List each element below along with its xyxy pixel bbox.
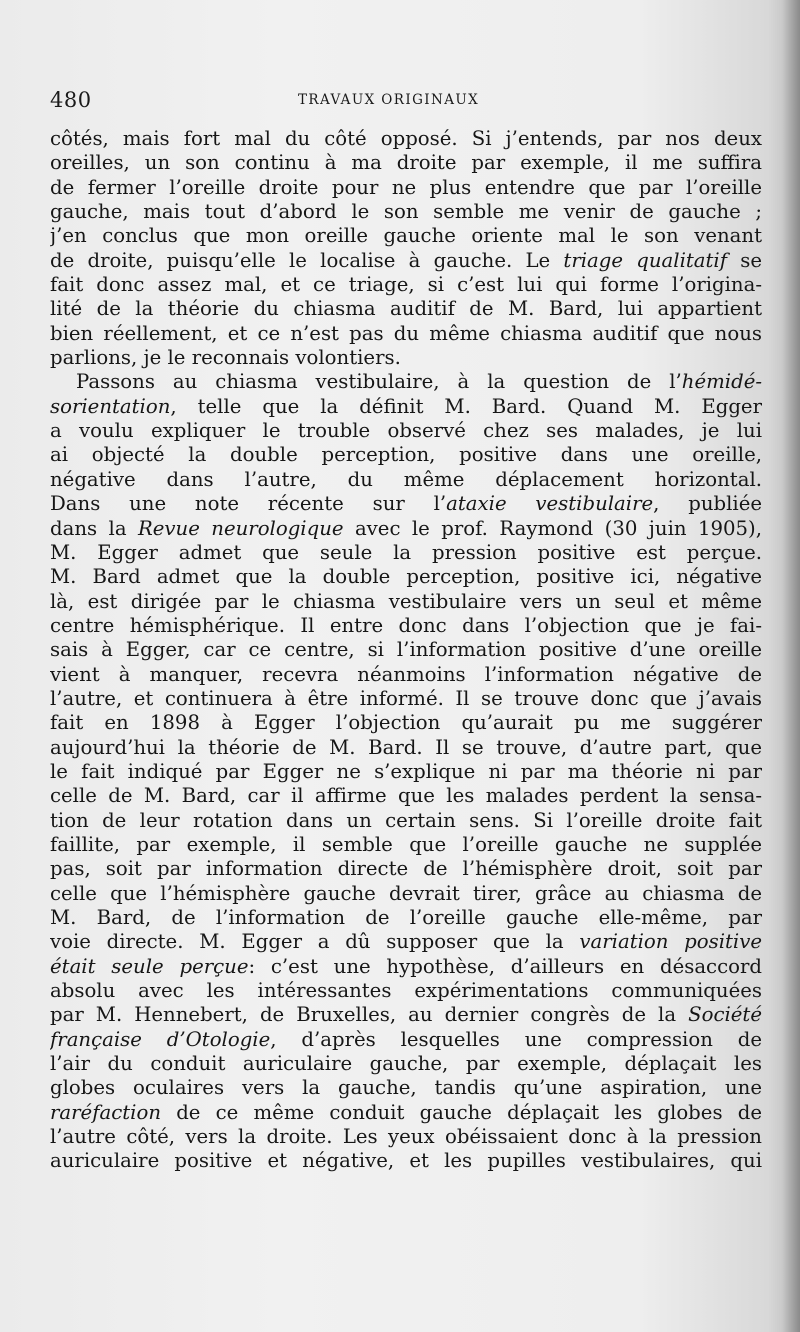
text-segment: parlions, je le reconnais volontiers. bbox=[50, 346, 401, 370]
text-line bbox=[50, 760, 762, 784]
italic-text: variation positive bbox=[579, 930, 762, 954]
text-segment: a voulu expliquer le trouble observé chez ses malades, je lui bbox=[50, 419, 762, 443]
italic-text: raréfaction bbox=[50, 1100, 162, 1124]
text-segment: de ce même conduit gauche déplaçait les globes de bbox=[161, 1100, 762, 1124]
text-segment: lité de la théorie du chiasma auditif de M. Bard, lui appartient bbox=[50, 297, 762, 321]
text-segment: globes oculaires vers la gauche, tandis qu’une aspiration, une bbox=[50, 1076, 762, 1100]
italic-text: était seule perçue bbox=[50, 954, 249, 978]
text-segment: , publiée bbox=[653, 492, 762, 516]
text-segment: voie directe. M. Egger a dû supposer que la bbox=[50, 930, 580, 954]
text-segment: celle de M. Bard, car il affirme que les malades perdent la sensa- bbox=[50, 784, 762, 808]
running-head bbox=[50, 88, 760, 116]
italic-text: ataxie vestibulaire bbox=[446, 492, 654, 516]
italic-text: sorientation bbox=[50, 394, 171, 418]
text-line bbox=[50, 882, 762, 906]
text-segment: centre hémisphérique. Il entre donc dans l’objection que je fai- bbox=[50, 613, 762, 637]
text-segment: sais à Egger, car ce centre, si l’information positive d’une oreille bbox=[50, 638, 762, 662]
text-segment: de fermer l’oreille droite pour ne plus entendre que par l’oreille bbox=[50, 175, 762, 199]
text-line bbox=[50, 1149, 762, 1173]
text-line bbox=[50, 955, 762, 979]
italic-text: triage qualitatif bbox=[563, 248, 728, 272]
text-segment: M. Bard, de l’information de l’oreille gauche elle-même, par bbox=[50, 906, 762, 929]
text-line bbox=[50, 833, 762, 857]
text-line bbox=[50, 857, 762, 881]
text-segment: par M. Hennebert, de Bruxelles, au dernier congrès de la bbox=[50, 1003, 689, 1027]
text-line bbox=[50, 346, 762, 370]
text-segment: oreilles, un son continu à ma droite par exemple, il me suffira bbox=[50, 151, 762, 175]
text-segment: vient à manquer, recevra néanmoins l’information négative de bbox=[50, 662, 762, 686]
text-line bbox=[50, 517, 762, 541]
text-line bbox=[50, 663, 762, 687]
body-text bbox=[50, 127, 762, 1307]
text-line bbox=[50, 638, 762, 662]
text-segment: gauche, mais tout d’abord le son semble me venir de gauche ; bbox=[50, 200, 762, 224]
text-line bbox=[50, 736, 762, 760]
text-line bbox=[50, 930, 762, 954]
text-line bbox=[50, 565, 762, 589]
page-number: 480 bbox=[50, 88, 92, 112]
text-segment: l’air du conduit auriculaire gauche, par exemple, déplaçait les bbox=[50, 1052, 762, 1076]
text-line bbox=[50, 127, 762, 151]
text-segment: l’autre, et continuera à être informé. Il se trouve donc que j’avais bbox=[50, 686, 762, 710]
text-segment: de droite, puisqu’elle le localise à gauche. Le bbox=[50, 248, 564, 272]
text-segment: ai objecté la double perception, positive dans une oreille, bbox=[50, 443, 762, 467]
text-segment: M. Egger admet que seule la pression positive est perçue. bbox=[50, 540, 762, 564]
text-segment: fait en 1898 à Egger l’objection qu’aurait pu me suggérer bbox=[50, 711, 762, 735]
text-line bbox=[50, 979, 762, 1003]
text-line bbox=[50, 1052, 762, 1076]
text-segment: se bbox=[727, 248, 762, 272]
text-line bbox=[50, 809, 762, 833]
italic-text: Revue neurologique bbox=[137, 516, 344, 540]
text-line bbox=[50, 395, 762, 419]
text-segment: : c’est une hypothèse, d’ailleurs en désaccord bbox=[248, 954, 762, 978]
text-segment: aujourd’hui la théorie de M. Bard. Il se trouve, d’autre part, que bbox=[50, 735, 762, 759]
text-line bbox=[50, 711, 762, 735]
text-line bbox=[50, 541, 762, 565]
text-line bbox=[50, 200, 762, 224]
italic-text: française d’Otologie bbox=[50, 1027, 271, 1051]
text-line bbox=[50, 1028, 762, 1052]
text-segment: faillite, par exemple, il semble que l’oreille gauche ne supplée bbox=[50, 832, 762, 856]
text-line bbox=[50, 1003, 762, 1027]
text-line bbox=[50, 1101, 762, 1125]
text-line bbox=[50, 151, 762, 175]
text-line bbox=[50, 370, 762, 394]
text-line bbox=[50, 492, 762, 516]
text-segment: celle que l’hémisphère gauche devrait tirer, grâce au chiasma de bbox=[50, 881, 762, 905]
text-line bbox=[50, 176, 762, 200]
text-line bbox=[50, 1076, 762, 1100]
italic-text: Société bbox=[688, 1003, 762, 1027]
text-line bbox=[50, 614, 762, 638]
text-line bbox=[50, 468, 762, 492]
text-line bbox=[50, 687, 762, 711]
text-line bbox=[50, 590, 762, 614]
text-line bbox=[50, 273, 762, 297]
text-segment: négative dans l’autre, du même déplacement horizontal. bbox=[50, 467, 762, 491]
text-segment: avec le prof. Raymond (30 juin 1905), bbox=[343, 516, 762, 540]
running-title: TRAVAUX ORIGINAUX bbox=[298, 92, 480, 108]
text-segment: Passons au chiasma vestibulaire, à la question de l’ bbox=[76, 370, 682, 394]
text-line bbox=[50, 419, 762, 443]
text-segment: bien réellement, et ce n’est pas du même chiasma auditif que nous bbox=[50, 321, 762, 345]
text-segment: le fait indiqué par Egger ne s’explique ni par ma théorie ni par bbox=[50, 759, 762, 783]
text-segment: là, est dirigée par le chiasma vestibulaire vers un seul et même bbox=[50, 589, 762, 613]
text-line bbox=[50, 297, 762, 321]
text-segment: pas, soit par information directe de l’hémisphère droit, soit par bbox=[50, 857, 762, 881]
text-segment: côtés, mais fort mal du côté opposé. Si j’entends, par nos deux bbox=[50, 127, 762, 150]
text-line bbox=[50, 443, 762, 467]
text-segment: Dans une note récente sur l’ bbox=[50, 492, 447, 516]
text-line bbox=[50, 249, 762, 273]
text-line bbox=[50, 224, 762, 248]
text-segment: l’autre côté, vers la droite. Les yeux obéissaient donc à la pression bbox=[50, 1125, 762, 1149]
text-segment: fait donc assez mal, et ce triage, si c’est lui qui forme l’origina- bbox=[50, 273, 762, 297]
text-line bbox=[50, 1125, 762, 1149]
text-segment: j’en conclus que mon oreille gauche oriente mal le son venant bbox=[50, 224, 762, 248]
text-segment: auriculaire positive et négative, et les pupilles vestibulaires, qui bbox=[50, 1149, 762, 1173]
text-segment: tion de leur rotation dans un certain sens. Si l’oreille droite fait bbox=[50, 808, 762, 832]
text-line bbox=[50, 784, 762, 808]
text-segment: absolu avec les intéressantes expérimentations communiquées bbox=[50, 979, 762, 1003]
text-segment: , telle que la définit M. Bard. Quand M. Egger bbox=[170, 394, 762, 418]
text-line bbox=[50, 906, 762, 930]
text-line bbox=[50, 322, 762, 346]
text-segment: M. Bard admet que la double perception, positive ici, négative bbox=[50, 565, 762, 589]
italic-text: hémidé- bbox=[681, 370, 762, 394]
text-segment: , d’après lesquelles une compression de bbox=[270, 1027, 762, 1051]
text-segment: dans la bbox=[50, 516, 138, 540]
